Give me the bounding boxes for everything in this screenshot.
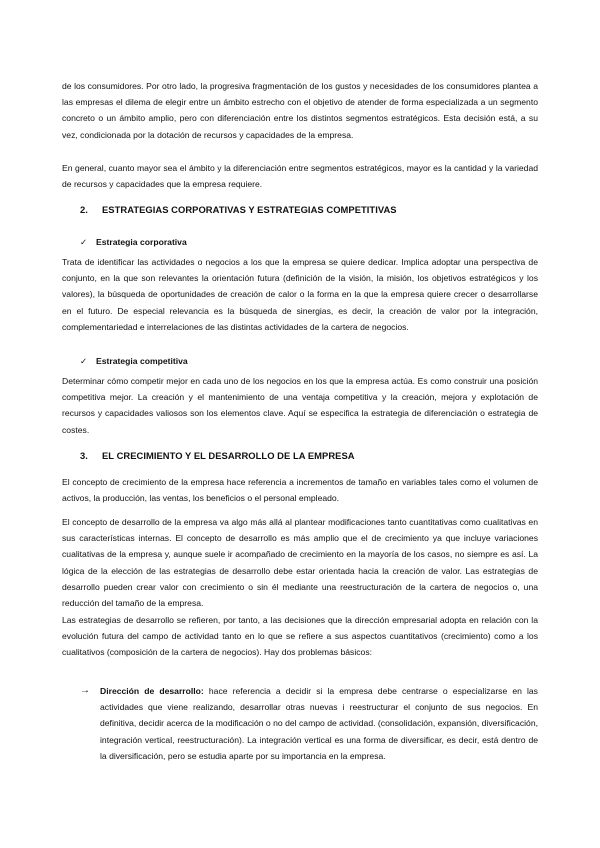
section-number: 3. <box>80 450 88 461</box>
bullet-text: hace referencia a decidir si la empresa debe centrarse o especializarse en las actividades que viene realizando, desarrollar otras nuevas i reestructurar el conjunto de sus negocios. En definitiva, decidir acerca de la modificación o no del campo de actividad. (consolidación, expansión, diversificación, integración vertical, reestructuración). La integración vertical es una forma de diversificar, es decir, está dentro de la diversificación, pero se estudia aparte por su importancia en la empresa. <box>100 686 538 761</box>
bullet-lead: Dirección de desarrollo: <box>100 686 204 696</box>
bullet-direccion-desarrollo <box>80 683 538 764</box>
paragraph-desarrollo: El concepto de desarrollo de la empresa va algo más allá al plantear modificaciones tanto cuantitativas como cualitativas en sus características internas. El concepto de desarrollo es más amplio que el de crecimiento ya que incluye variaciones cualitativas de la empresa y, aunque suele ir acompañado de crecimiento en la mayoría de los casos, no siempre es así. La lógica de la elección de las estrategias de desarrollo debe estar orientada hacia la creación de valor. Las estrategias de desarrollo pueden crear valor con crecimiento o sin él mediante una reestructuración de la cartera de negocios o, una reducción del tamaño de la empresa. <box>62 517 538 609</box>
section-number: 2. <box>80 204 88 215</box>
subheading-label: Estrategia corporativa <box>96 237 187 247</box>
subheading-label: Estrategia competitiva <box>96 356 188 366</box>
paragraph-consumidores: de los consumidores. Por otro lado, la progresiva fragmentación de los gustos y necesidades de los consumidores plantea a las empresas el dilema de elegir entre un ámbito estrecho con el objetivo de atender de forma especializada a un segmento concreto o un ámbito amplio, pero con diferenciación entre los distintos segmentos estratégicos. Esta decisión está, a su vez, condicionada por la dotación de recursos y capacidades de la empresa. <box>62 81 538 140</box>
checkmark-icon: ✓ <box>80 356 88 366</box>
paragraph-estrategias-desarrollo: Las estrategias de desarrollo se refieren, por tanto, a las decisiones que la dirección empresarial adopta en relación con la evolución futura del campo de actividad tanto en lo que se refiere a sus aspectos cuantitativos (crecimiento) como a los cualitativos (composición de la cartera de negocios). Hay dos problemas básicos: <box>62 615 538 658</box>
paragraph-ambito: En general, cuanto mayor sea el ámbito y la diferenciación entre segmentos estratégicos, mayor es la cantidad y la variedad de recursos y capacidades que la empresa requiere. <box>62 163 538 190</box>
checkmark-icon: ✓ <box>80 237 88 247</box>
arrow-right-icon: → <box>80 685 90 696</box>
paragraph-crecimiento: El concepto de crecimiento de la empresa hace referencia a incrementos de tamaño en variables tales como el volumen de activos, la producción, las ventas, los beneficios o el personal empleado. <box>62 477 538 504</box>
paragraph-corporativa: Trata de identificar las actividades o negocios a los que la empresa se quiere dedicar. Implica adoptar una perspectiva de conjunto, en la que son relevantes la orientación futura (definición de la visión, la misión, los objetivos estratégicos y los valores), la búsqueda de oportunidades de creación de calor o la forma en la que la empresa quiere crecer o desarrollarse en el futuro. De especial relevancia es la búsqueda de sinergias, es decir, la creación de valor por la integración, complementariedad e interrelaciones de las distintas actividades de la cartera de negocios. <box>62 257 538 332</box>
section-heading-3 <box>80 449 355 463</box>
section-heading-2 <box>80 203 397 217</box>
section-title: ESTRATEGIAS CORPORATIVAS Y ESTRATEGIAS COMPETITIVAS <box>102 204 397 215</box>
subheading-competitiva <box>80 354 188 368</box>
paragraph-competitiva: Determinar cómo competir mejor en cada uno de los negocios en los que la empresa actúa. Es como construir una posición competitiva mejor. La creación y el mantenimiento de una ventaja competitiva y la creación, mejora y explotación de recursos y capacidades valiosos son los elementos clave. Aquí se especifica la estrategia de diferenciación o estrategia de costes. <box>62 376 538 435</box>
subheading-corporativa <box>80 235 187 249</box>
section-title: EL CRECIMIENTO Y EL DESARROLLO DE LA EMPRESA <box>102 450 355 461</box>
